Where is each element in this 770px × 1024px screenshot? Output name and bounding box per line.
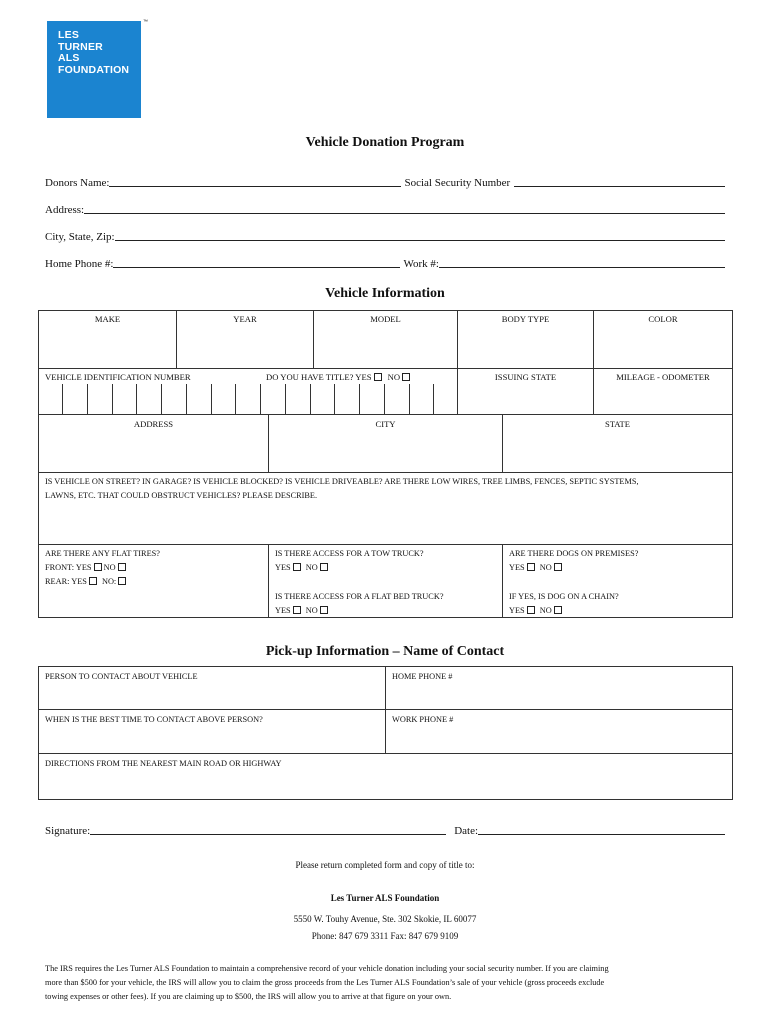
make-label: MAKE bbox=[94, 314, 121, 324]
signature-label: Signature: bbox=[45, 825, 91, 837]
date-label: Date: bbox=[454, 825, 479, 837]
home-phone-label: Home Phone #: bbox=[45, 258, 114, 270]
address-field[interactable] bbox=[84, 212, 725, 214]
vin-char-box[interactable] bbox=[186, 384, 211, 415]
rear-no-checkbox[interactable] bbox=[118, 577, 126, 585]
dogs-question: ARE THERE DOGS ON PREMISES? bbox=[509, 549, 639, 558]
vehicle-city-label: CITY bbox=[375, 419, 396, 429]
body-type-label: BODY TYPE bbox=[501, 314, 550, 324]
signature-field[interactable] bbox=[90, 833, 446, 835]
tow-no-checkbox[interactable] bbox=[320, 563, 328, 571]
pickup-work-phone-label: WORK PHONE # bbox=[392, 715, 454, 724]
org-name: Les Turner ALS Foundation bbox=[330, 893, 440, 903]
vin-char-box[interactable] bbox=[260, 384, 285, 415]
vin-char-box[interactable] bbox=[384, 384, 409, 415]
irs-notice-line1: The IRS requires the Les Turner ALS Foundation to maintain a comprehensive record of your vehicle donation including your social security number. If you are claiming bbox=[45, 964, 609, 973]
flatbed-question: IS THERE ACCESS FOR A FLAT BED TRUCK? bbox=[275, 592, 444, 601]
tow-truck-question: IS THERE ACCESS FOR A TOW TRUCK? bbox=[275, 549, 424, 558]
model-label: MODEL bbox=[370, 314, 401, 324]
flatbed-row: YES NO bbox=[275, 604, 328, 618]
chain-question: IF YES, IS DOG ON A CHAIN? bbox=[509, 592, 619, 601]
work-phone-label: Work #: bbox=[403, 258, 439, 270]
flatbed-yes-checkbox[interactable] bbox=[293, 606, 301, 614]
obstruction-question-line2: LAWNS, ETC. THAT COULD OBSTRUCT VEHICLES? PLEASE DESCRIBE. bbox=[45, 491, 318, 500]
donor-name-field[interactable] bbox=[109, 185, 401, 187]
org-address: 5550 W. Touhy Avenue, Ste. 302 Skokie, IL 60077 bbox=[293, 914, 477, 924]
best-time-label: WHEN IS THE BEST TIME TO CONTACT ABOVE PERSON? bbox=[45, 715, 263, 724]
logo-text: LES TURNER ALS FOUNDATION bbox=[58, 29, 130, 76]
obstruction-question-line1: IS VEHICLE ON STREET? IN GARAGE? IS VEHICLE BLOCKED? IS VEHICLE DRIVEABLE? ARE THERE LOW WIRES, TREE LIMBS, FENCES, SEPTIC SYSTEMS, bbox=[45, 477, 639, 486]
return-instructions: Please return completed form and copy of title to: bbox=[295, 860, 475, 870]
issuing-state-label: ISSUING STATE bbox=[494, 372, 557, 382]
les-turner-logo bbox=[47, 21, 141, 118]
vin-char-box[interactable] bbox=[409, 384, 434, 415]
vehicle-info-title: Vehicle Information bbox=[325, 286, 445, 301]
front-tires-row: FRONT: YES NO bbox=[45, 561, 126, 575]
pickup-home-phone-label: HOME PHONE # bbox=[392, 672, 453, 681]
vin-char-box[interactable] bbox=[235, 384, 260, 415]
home-phone-field[interactable] bbox=[113, 266, 400, 268]
dogs-no-checkbox[interactable] bbox=[554, 563, 562, 571]
directions-label: DIRECTIONS FROM THE NEAREST MAIN ROAD OR HIGHWAY bbox=[45, 759, 282, 768]
irs-notice-line3: towing expenses or other fees). If you are claiming up to $500, the IRS will allow you to arrive at that figure on your own. bbox=[45, 992, 452, 1001]
vin-char-box[interactable] bbox=[211, 384, 236, 415]
trademark: ™ bbox=[143, 19, 148, 25]
vin-char-box[interactable] bbox=[112, 384, 137, 415]
flat-tires-question: ARE THERE ANY FLAT TIRES? bbox=[45, 549, 160, 558]
title-question: DO YOU HAVE TITLE? YES NO bbox=[266, 371, 410, 384]
tow-truck-row: YES NO bbox=[275, 561, 328, 575]
vin-char-box[interactable] bbox=[285, 384, 310, 415]
vin-char-box[interactable] bbox=[136, 384, 161, 415]
ssn-label: Social Security Number bbox=[404, 177, 511, 189]
vin-char-box[interactable] bbox=[87, 384, 112, 415]
rear-tires-row: REAR: YES NO: bbox=[45, 575, 126, 589]
vin-char-box[interactable] bbox=[161, 384, 186, 415]
vin-label: VEHICLE IDENTIFICATION NUMBER bbox=[45, 372, 191, 382]
work-phone-field[interactable] bbox=[439, 266, 725, 268]
year-label: YEAR bbox=[233, 314, 257, 324]
vin-char-box[interactable] bbox=[359, 384, 384, 415]
date-field[interactable] bbox=[478, 833, 725, 835]
color-label: COLOR bbox=[648, 314, 678, 324]
contact-person-label: PERSON TO CONTACT ABOUT VEHICLE bbox=[45, 672, 198, 681]
mileage-label: MILEAGE - ODOMETER bbox=[616, 372, 710, 382]
vehicle-address-label: ADDRESS bbox=[133, 419, 174, 429]
city-state-zip-field[interactable] bbox=[115, 239, 725, 241]
vin-char-box[interactable] bbox=[62, 384, 87, 415]
chain-row: YES NO bbox=[509, 604, 562, 618]
title-yes-checkbox[interactable] bbox=[374, 373, 382, 381]
flatbed-no-checkbox[interactable] bbox=[320, 606, 328, 614]
title-no-checkbox[interactable] bbox=[402, 373, 410, 381]
vehicle-state-label: STATE bbox=[604, 419, 631, 429]
chain-yes-checkbox[interactable] bbox=[527, 606, 535, 614]
org-phone: Phone: 847 679 3311 Fax: 847 679 9109 bbox=[311, 931, 459, 941]
chain-no-checkbox[interactable] bbox=[554, 606, 562, 614]
vin-boxes bbox=[62, 384, 458, 415]
front-no-checkbox[interactable] bbox=[118, 563, 126, 571]
page-title: Vehicle Donation Program bbox=[305, 135, 465, 150]
vin-char-box[interactable] bbox=[433, 384, 458, 415]
dogs-yes-checkbox[interactable] bbox=[527, 563, 535, 571]
rear-yes-checkbox[interactable] bbox=[89, 577, 97, 585]
ssn-field[interactable] bbox=[514, 185, 725, 187]
front-yes-checkbox[interactable] bbox=[94, 563, 102, 571]
dogs-row: YES NO bbox=[509, 561, 562, 575]
pickup-title: Pick-up Information – Name of Contact bbox=[265, 644, 505, 659]
donor-name-label: Donors Name: bbox=[45, 177, 110, 189]
city-label: City, State, Zip: bbox=[45, 231, 115, 243]
vin-char-box[interactable] bbox=[334, 384, 359, 415]
tow-yes-checkbox[interactable] bbox=[293, 563, 301, 571]
vin-char-box[interactable] bbox=[310, 384, 335, 415]
irs-notice-line2: more than $500 for your vehicle, the IRS will allow you to claim the gross proceeds from the Les Turner ALS Foundation’s sale of your vehicle (gross proceeds exclude bbox=[45, 978, 605, 987]
address-label: Address: bbox=[45, 204, 85, 216]
